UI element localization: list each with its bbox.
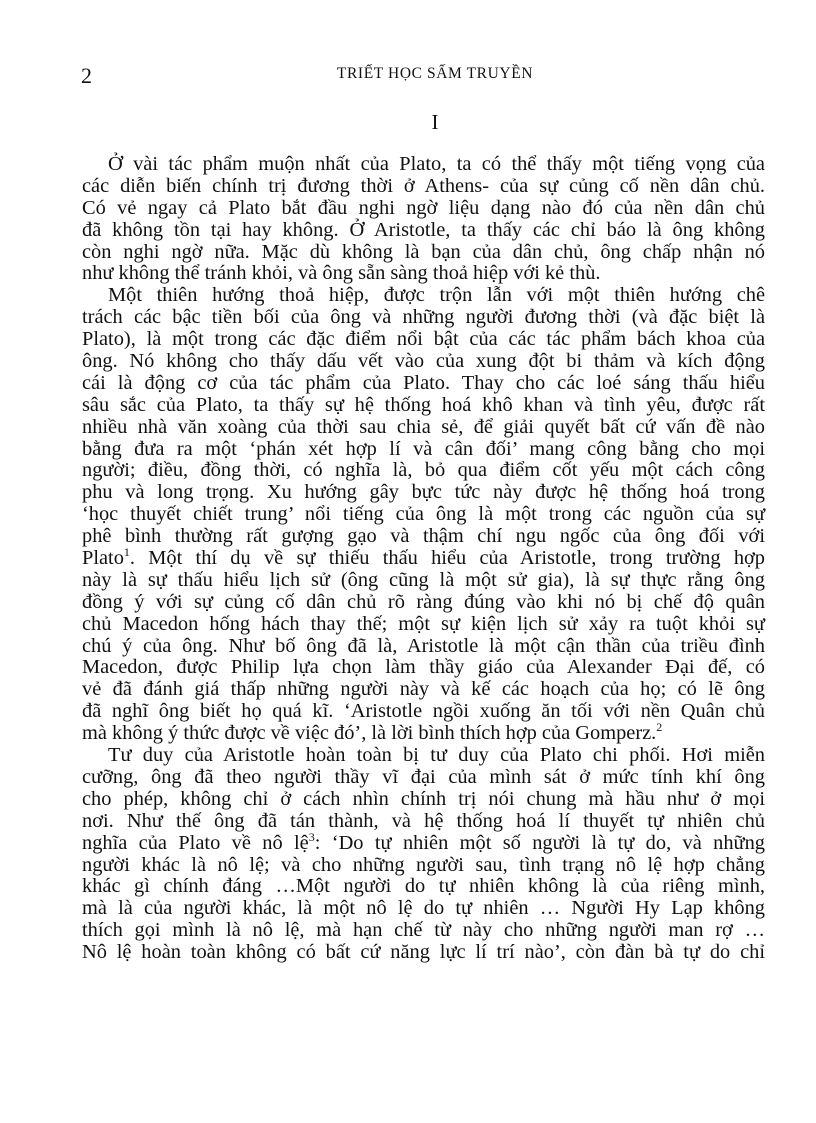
text-line: đã nghĩ ông biết họ quá kĩ. ‘Aristotle ngồi xuống ăn tối với nền Quân chủ <box>82 700 765 723</box>
text-line: chú ý của ông. Như bố ông đã là, Aristotle là một cận thần của triều đình <box>82 634 765 657</box>
text-line: nơi. Như thế ông đã tán thành, và hệ thống hoá lí thuyết tự nhiên chủ <box>82 809 765 832</box>
text-line: Một thiên hướng thoả hiệp, được trộn lẫn với một thiên hướng chê <box>108 284 765 307</box>
text-line: đồng ý với sự củng cố dân chủ rõ ràng đúng vào khi nó bị chế độ quân <box>82 590 765 613</box>
text-line: Plato), là một trong các đặc điểm nổi bật của các tác phẩm bách khoa của <box>82 328 765 351</box>
text-line: người; điều, đồng thời, có nghĩa là, bỏ qua điểm cốt yếu một cách công <box>82 459 765 482</box>
text-line: Ở vài tác phẩm muộn nhất của Plato, ta có thể thấy một tiếng vọng của <box>108 153 765 175</box>
text-fragment: mà không ý thức được về việc đó’, là lời bình thích hợp của Gomperz. <box>82 722 657 745</box>
text-line <box>82 545 765 570</box>
footnote-ref[interactable]: 2 <box>656 720 663 735</box>
footnote-ref[interactable]: 1 <box>123 545 130 560</box>
text-line: như không thể tránh khỏi, và ông sẵn sàng thoả hiệp với kẻ thù. <box>82 262 601 285</box>
text-line: người khác là nô lệ; và cho những người sau, tình trạng nô lệ hợp chẳng <box>82 853 765 876</box>
text-line: cái là động cơ của tác phẩm của Plato. Thay cho các loé sáng thấu hiểu <box>82 371 765 394</box>
text-line: phê bình thường rất gượng gạo và thậm chí ngu ngốc của ông đối với <box>82 525 765 548</box>
text-line: vẻ đã đánh giá thấp những người này và kế các hoạch của họ; có lẽ ông <box>82 678 765 701</box>
running-title: TRIẾT HỌC SẤM TRUYỀN <box>336 65 534 82</box>
text-line: phu và long trọng. Xu hướng gây bực tức này được hệ thống hoá trong <box>82 481 765 504</box>
text-line: ông. Nó không cho thấy dấu vết vào của xung đột bi thảm và kích động <box>82 350 765 373</box>
text-line: cưỡng, ông đã theo người thầy vĩ đại của mình sát ở mức tính khí ông <box>82 765 765 788</box>
text-line: thích gọi mình là nô lệ, mà hạn chế từ này cho những người man rợ … <box>82 919 765 942</box>
text-line: đã không tồn tại hay không. Ở Aristotle, ta thấy các chỉ báo là ông không <box>82 218 765 241</box>
text-line: khác gì chính đáng …Một người do tự nhiên không là của riêng mình, <box>82 875 765 898</box>
text-line: Có vẻ ngay cả Plato bắt đầu nghi ngờ liệu dạng nào đó của nền dân chủ <box>82 196 765 219</box>
text-line: nhiều nhà văn xoàng của thời sau chia sẻ, để giải quyết bất cứ vấn đề nào <box>82 415 765 438</box>
text-line <box>82 829 765 855</box>
text-line: Macedon, được Philip lựa chọn làm thầy giáo của Alexander Đại đế, có <box>82 656 765 679</box>
text-line: các diễn biến chính trị đương thời ở Athens- của sự củng cố nền dân chủ. <box>82 174 765 197</box>
text-line: Nô lệ hoàn toàn không có bất cứ năng lực lí trí nào’, còn đàn bà tự do chỉ <box>82 941 765 964</box>
text-line: còn nghi ngờ nữa. Mặc dù không là bạn của dân chủ, ông chấp nhận nó <box>82 240 765 263</box>
text-line: cho phép, không chỉ ở cách nhìn chính trị nói chung mà hầu như ở mọi <box>82 787 765 810</box>
text-fragment: Plato <box>82 547 124 570</box>
page-number: 2 <box>81 63 92 88</box>
text-line: sâu sắc của Plato, ta thấy sự hệ thống hoá khô khan và tình yêu, được rất <box>82 393 765 416</box>
text-line: mà là của người khác, là một nô lệ do tự nhiên … Người Hy Lạp không <box>82 897 765 920</box>
text-line: này là sự thấu hiểu lịch sử (ông cũng là một sử gia), là sự thực rằng ông <box>82 568 765 591</box>
footnote-ref[interactable]: 3 <box>308 829 315 844</box>
text-line: Tư duy của Aristotle hoàn toàn bị tư duy của Plato chi phối. Hơi miễn <box>108 744 765 767</box>
text-line: chủ Macedon hống hách thay thế; một sự kiện lịch sử xảy ra tuột khỏi sự <box>82 612 765 635</box>
body-text <box>82 154 765 964</box>
text-line: bằng đưa ra một ‘phán xét hợp lí và cân đối’ mang công bằng cho mọi <box>82 437 765 460</box>
text-fragment: : ‘Do tự nhiên một số người là tự do, và những <box>314 831 765 854</box>
text-line: trách các bậc tiền bối của ông và những người đương thời (và đặc biệt là <box>82 306 765 329</box>
section-numeral: I <box>431 110 439 134</box>
text-fragment: nghĩa của Plato về nô lệ <box>82 831 309 854</box>
text-line <box>82 720 765 745</box>
text-line: ‘học thuyết chiết trung’ nổi tiếng của ông là một trong các nguồn của sự <box>82 503 765 526</box>
text-fragment: . Một thí dụ về sự thiếu thấu hiểu của Aristotle, trong trường hợp <box>129 547 765 570</box>
